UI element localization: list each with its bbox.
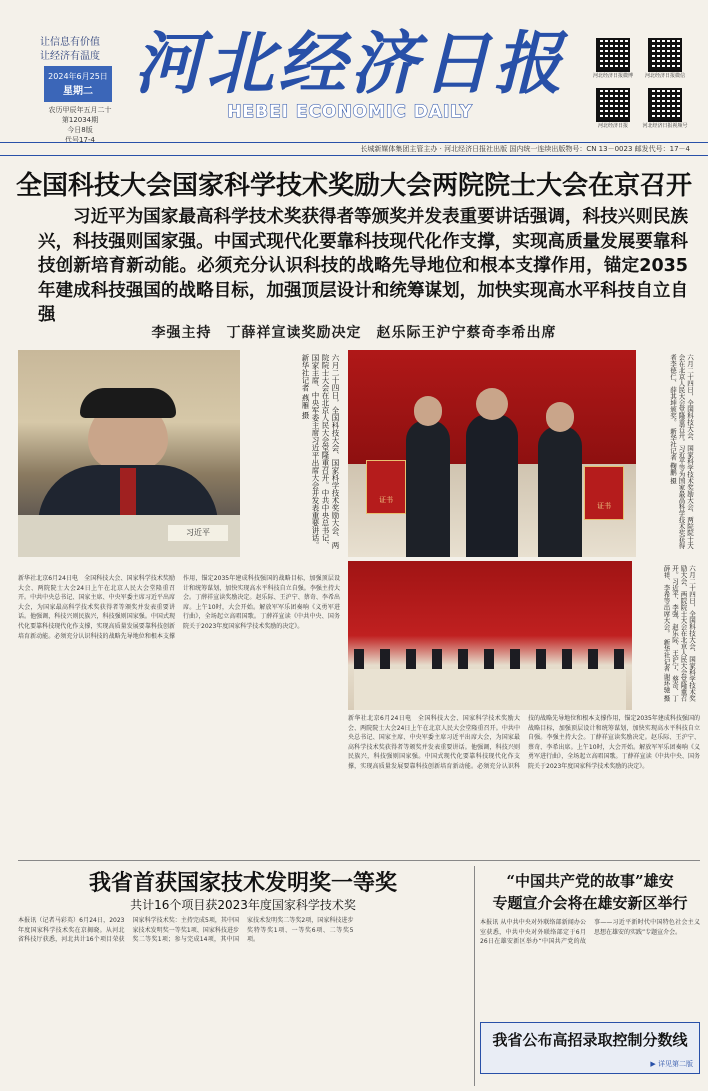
bottom-left-body: 本报讯（记者马彩英）6月24日，2023年度国家科学技术奖在京揭晓。从河北省科技厅获悉，河北共计16个项目荣获国家科学技术奖：主持完成5项，其中国家技术发明奖一等奖1项、国家科技进步奖二等奖1项；参与完成14项，其中国家技术发明奖二等奖2项，国家科技进步奖特等奖1项、一等奖6项、二等奖5项。 bbox=[18, 917, 354, 944]
person-left bbox=[406, 420, 450, 557]
qr-label: 河北经济日报 bbox=[597, 123, 628, 129]
arrow-right-icon: ▶ bbox=[650, 1060, 656, 1068]
qr-block-2[interactable] bbox=[640, 38, 690, 79]
referral-box-title: 我省公布高招录取控制分数线 bbox=[492, 1031, 688, 1049]
qr-block-1[interactable] bbox=[588, 38, 638, 79]
slogan-line-1: 让信息有价值 bbox=[40, 37, 100, 48]
masthead-slogan bbox=[40, 36, 114, 64]
bottom-right-body: 本报讯 从中共中央对外联络部新闻办公室获悉，中共中央对外联络部定于6月26日在雄安新区举办“中国共产党的故事——习近平新时代中国特色社会主义思想在雄安的实践”专题宣介会。 bbox=[480, 919, 700, 946]
person-right bbox=[538, 426, 582, 557]
person-hair bbox=[80, 388, 176, 418]
qr-block-3[interactable] bbox=[588, 88, 638, 129]
lead-photo-2[interactable] bbox=[348, 350, 636, 557]
photo-1-caption: 六月二十四日，全国科技大会、国家科学技术奖励大会、两院院士大会在北京人民大会堂隆重召开。中共中央总书记、国家主席、中央军委主席习近平出席大会并发表重要讲话。 新华社记者 燕雁 摄 bbox=[242, 350, 344, 557]
lead-subhead: 习近平为国家最高科学技术奖获得者等颁奖并发表重要讲话强调，科技兴则民族兴，科技强则国家强。中国式现代化要靠科技现代化作支撑，实现高质量发展要靠科技创新培育新动能。必须充分认识科技的战略先导地位和根本支撑作用，锚定2035年建成科技强国的战略目标，加强顶层设计和统筹谋划，加快实现高水平科技自立自强 bbox=[38, 207, 688, 325]
bottom-left-subhead: 共计16个项目获2023年度国家科学技术奖 bbox=[130, 898, 356, 912]
qr-label: 河北经济日报微博 bbox=[592, 73, 633, 79]
postal-code: 代号17-4 bbox=[65, 136, 95, 144]
leaders-row bbox=[354, 649, 626, 669]
qr-code-icon bbox=[596, 38, 630, 72]
slogan-line-2: 让经济有温度 bbox=[40, 51, 100, 62]
nameplate: 习近平 bbox=[168, 525, 228, 541]
date-box bbox=[44, 66, 112, 102]
qr-block-4[interactable] bbox=[640, 88, 690, 129]
section-divider bbox=[18, 860, 700, 861]
publication-info-bar: 长城新媒体集团主管主办 · 河北经济日报社出版 国内统一连续出版物号：CN 13－0023 邮发代号：17－4 bbox=[0, 142, 708, 156]
lunar-date: 农历甲辰年五月二十 bbox=[48, 106, 112, 114]
newspaper-logo: 河北经济日报 bbox=[133, 24, 566, 104]
award-certificate-1: 证书 bbox=[366, 460, 406, 514]
referral-link-label: 详见第二版 bbox=[658, 1060, 693, 1068]
issue-weekday: 星期二 bbox=[63, 86, 93, 97]
issue-date: 2024年6月25日 bbox=[48, 72, 108, 81]
lead-attendees: 李强主持 丁薛祥宣读奖励决定 赵乐际王沪宁蔡奇李希出席 bbox=[151, 325, 557, 341]
person-right-face bbox=[546, 402, 574, 432]
bottom-right-headline-1[interactable]: “中国共产党的故事”雄安 bbox=[506, 872, 674, 890]
qr-code-icon bbox=[648, 38, 682, 72]
issue-meta bbox=[40, 105, 120, 145]
photo-2-caption: 六月二十四日，全国科技大会、国家科学技术奖励大会、两院院士大会在北京人民大会堂隆重召开。习近平等为国家最高科学技术奖获得者李德仁、薛其坤颁奖。 新华社记者 鞠鹏 摄 bbox=[638, 350, 698, 557]
qr-label: 河北经济日报微信 bbox=[644, 73, 685, 79]
qr-code-icon bbox=[596, 88, 630, 122]
stage-floor bbox=[354, 669, 626, 710]
lead-body-text-continued: 新华社北京6月24日电 全国科技大会、国家科学技术奖励大会、两院院士大会24日上午在北京人民大会堂隆重召开。中共中央总书记、国家主席、中央军委主席习近平出席大会，为国家最高科学技术奖获得者等颁奖并发表重要讲话。他强调，科技兴则民族兴，科技强则国家强。中国式现代化要靠科技现代化作支撑，实现高质量发展要靠科技创新培育新动能。必须充分认识科技的战略先导地位和根本支撑作用，锚定2035年建成科技强国的战略目标，加强顶层设计和统筹谋划，加快实现高水平科技自立自强。李强主持大会。丁薛祥宣读奖励决定。赵乐际、王沪宁、蔡奇、李希出席。上午10时，大会开始。解放军军乐团奏响《义勇军进行曲》，全场起立高唱国歌。丁薛祥宣读《中共中央、国务院关于2023年度国家科学技术奖励的决定》。 bbox=[348, 715, 700, 770]
lead-body-text: 新华社北京6月24日电 全国科技大会、国家科学技术奖励大会、两院院士大会24日上午在北京人民大会堂隆重召开。中共中央总书记、国家主席、中央军委主席习近平出席大会，为国家最高科学技术奖获得者等颁奖并发表重要讲话。他强调，科技兴则民族兴，科技强则国家强。中国式现代化要靠科技现代化作支撑，实现高质量发展要靠科技创新培育新动能。必须充分认识科技的战略先导地位和根本支撑作用，锚定2035年建成科技强国的战略目标，加强顶层设计和统筹谋划，加快实现高水平科技自立自强。李强主持大会。丁薛祥宣读奖励决定。赵乐际、王沪宁、蔡奇、李希出席。上午10时，大会开始。解放军军乐团奏响《义勇军进行曲》，全场起立高唱国歌。丁薛祥宣读《中共中央、国务院关于2023年度国家科学技术奖励的决定》。 bbox=[18, 575, 340, 640]
referral-box[interactable] bbox=[480, 1022, 700, 1074]
lead-photo-3[interactable] bbox=[348, 561, 632, 710]
award-certificate-2: 证书 bbox=[584, 466, 624, 520]
qr-label: 河北经济日报视频号 bbox=[642, 123, 688, 129]
person-center bbox=[466, 414, 518, 557]
lead-headline[interactable]: 全国科技大会国家科学技术奖励大会两院院士大会在京召开 bbox=[15, 171, 692, 201]
issue-number: 第12034期 bbox=[61, 116, 99, 124]
bottom-right-headline-2[interactable]: 专题宣介会将在雄安新区举行 bbox=[492, 894, 688, 912]
vertical-divider bbox=[474, 866, 475, 1086]
photo-3-caption: 六月二十四日，全国科技大会、国家科学技术奖励大会、两院院士大会在北京人民大会堂隆重召开。习近平、李强、赵乐际、王沪宁、蔡奇、丁薛祥、李希等出席大会。 新华社记者 谢环驰 摄 bbox=[634, 561, 700, 710]
lead-photo-1[interactable] bbox=[18, 350, 240, 557]
referral-link[interactable] bbox=[650, 1059, 693, 1069]
page-count: 今日8版 bbox=[67, 126, 93, 134]
person-center-face bbox=[476, 388, 508, 420]
qr-code-icon bbox=[648, 88, 682, 122]
newspaper-logo-english: HEBEI ECONOMIC DAILY bbox=[227, 102, 473, 122]
person-left-face bbox=[414, 396, 442, 426]
bottom-left-headline[interactable]: 我省首获国家技术发明奖一等奖 bbox=[88, 870, 397, 896]
